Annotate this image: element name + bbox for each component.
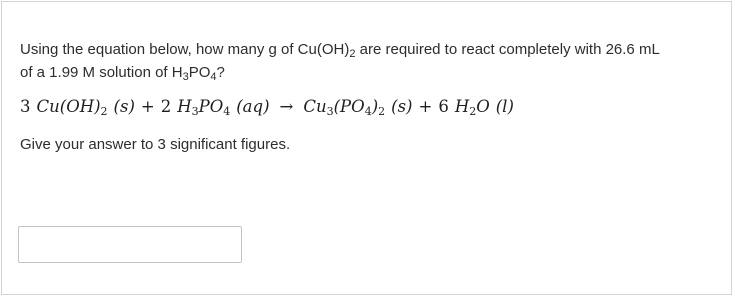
question-line1-prefix: Using the equation below, how many g of Cu(OH) xyxy=(20,41,350,58)
eq-product2-b: O xyxy=(476,97,490,116)
eq-product1-a: Cu xyxy=(303,97,327,116)
chemical-equation xyxy=(20,95,514,119)
eq-product2-sub: 2 xyxy=(469,105,477,118)
eq-reactant2-a: H xyxy=(177,97,192,116)
eq-product1-sub2: 4 xyxy=(364,105,372,118)
eq-reactant1-sub: 2 xyxy=(100,105,108,118)
instruction-text: Give your answer to 3 significant figures. xyxy=(20,136,291,153)
eq-state2: (aq) xyxy=(236,97,270,116)
question-line2-mid: PO xyxy=(188,64,211,81)
question-text xyxy=(20,38,720,84)
eq-product1-sub3: 2 xyxy=(378,105,386,118)
question-line1-sub: 2 xyxy=(349,48,356,60)
eq-reactant2-b: PO xyxy=(198,97,224,116)
eq-product1-sub1: 3 xyxy=(326,105,334,118)
question-line1-suffix: are required to react completely with 26.6 mL xyxy=(355,41,660,58)
eq-plus1: + xyxy=(140,97,155,116)
eq-state1: (s) xyxy=(113,97,135,116)
eq-product1-c: ) xyxy=(371,97,379,116)
eq-arrow: → xyxy=(279,97,294,116)
question-line2-suffix: ? xyxy=(216,64,225,81)
answer-input[interactable] xyxy=(18,226,242,263)
eq-reactant2-sub1: 3 xyxy=(191,105,199,118)
question-line2-prefix: of a 1.99 M solution of H xyxy=(20,64,183,81)
eq-plus2: + xyxy=(418,97,433,116)
eq-coef3: 6 xyxy=(438,97,449,116)
eq-coef2: 2 xyxy=(160,97,172,116)
eq-state4: (l) xyxy=(495,97,514,116)
eq-reactant2-sub2: 4 xyxy=(223,105,231,118)
eq-coef1: 3 xyxy=(20,97,31,116)
eq-product2-a: H xyxy=(454,97,470,116)
eq-product1-b: (PO xyxy=(333,97,365,116)
eq-reactant1: Cu(OH) xyxy=(36,97,101,116)
eq-state3: (s) xyxy=(391,97,413,116)
question-line2-sub1: 3 xyxy=(182,71,189,83)
question-line2-sub2: 4 xyxy=(210,71,217,83)
